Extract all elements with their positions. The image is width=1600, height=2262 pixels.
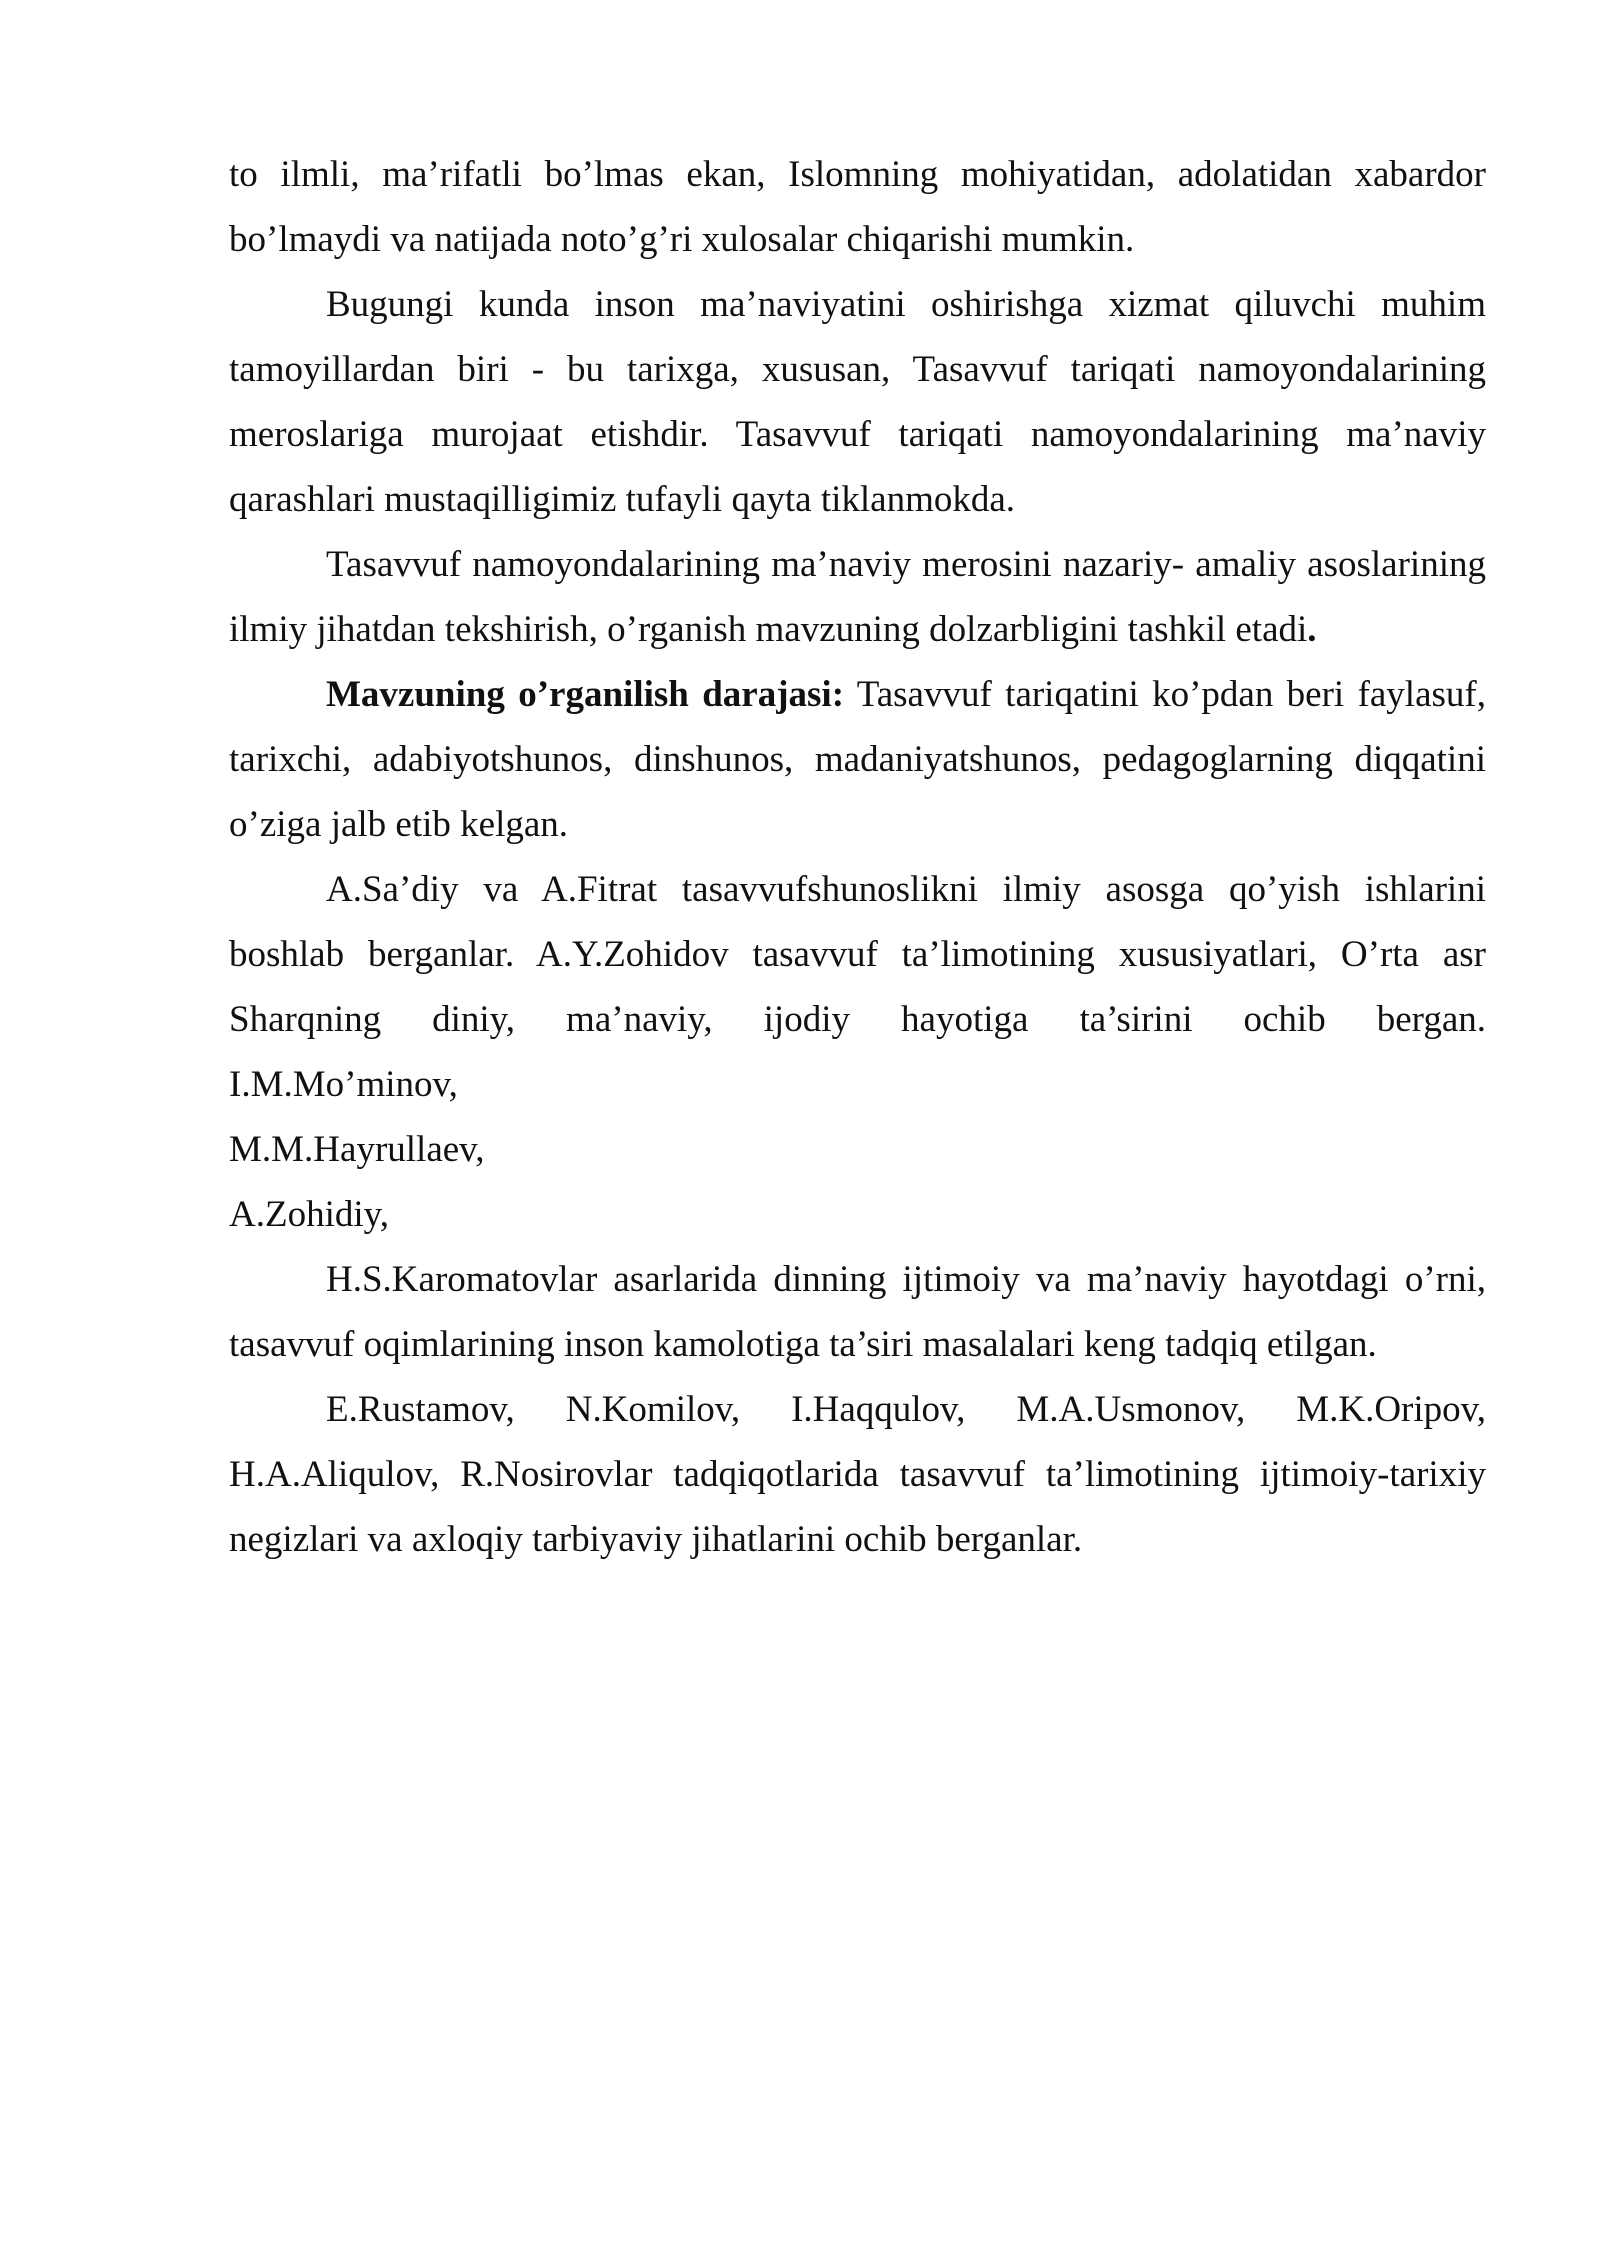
study-level-heading: Mavzuning o’rganilish darajasi:	[326, 674, 845, 715]
paragraph-karomatov: H.S.Karomatovlar asarlarida dinning ijtimoiy va ma’naviy hayotdagi o’rni, tasavvuf oqimlarining inson kamolotiga ta’siri masalalari keng tadqiq etilgan.	[229, 1259, 1486, 1365]
paragraph-researchers: E.Rustamov, N.Komilov, I.Haqqulov, M.A.Usmonov, M.K.Oripov, H.A.Aliqulov, R.Nosirovlar tadqiqotlarida tasavvuf ta’limotining ijtimoiy-tarixiy negizlari va axloqiy tarbiyaviy jihatlarini ochib berganlar.	[229, 1389, 1486, 1560]
scholar-name-2: M.M.Hayrullaev,	[229, 1129, 485, 1170]
paragraph-heritage-bold-period: .	[1307, 609, 1317, 650]
document-page	[229, 142, 1486, 1572]
paragraph-study-level	[229, 662, 1486, 857]
paragraph-continuation: to ilmli, ma’rifatli bo’lmas ekan, Islomning mohiyatidan, adolatidan xabardor bo’lmaydi va natijada noto’g’ri xulosalar chiqarishi mumkin.	[229, 154, 1486, 260]
paragraph-heritage	[229, 532, 1486, 662]
paragraph-heritage-text: Tasavvuf namoyondalarining ma’naviy merosini nazariy- amaliy asoslarining ilmiy jihatdan tekshirish, o’rganish mavzuning dolzarbligini tashkil etadi	[229, 544, 1486, 650]
paragraph-scholars: A.Sa’diy va A.Fitrat tasavvufshunoslikni ilmiy asosga qo’yish ishlarini boshlab berganlar. A.Y.Zohidov tasavvuf ta’limotining xususiyatlari, O’rta asr Sharqning diniy, ma’naviy, ijodiy hayotiga ta’sirini ochib bergan.	[229, 869, 1486, 1040]
paragraph-relevance: Bugungi kunda inson ma’naviyatini oshirishga xizmat qiluvchi muhim tamoyillardan biri - bu tarixga, xususan, Tasavvuf tariqati namoyondalarining meroslariga murojaat etishdir. Tasavvuf tariqati namoyondalarining ma’naviy qarashlari mustaqilligimiz tufayli qayta tiklanmokda.	[229, 284, 1486, 520]
scholar-name-1: I.M.Mo’minov,	[229, 1064, 458, 1105]
scholar-name-3: A.Zohidiy,	[229, 1194, 389, 1235]
study-level-text: Tasavvuf tariqatini ko’pdan beri faylasuf, tarixchi, adabiyotshunos, dinshunos, madaniyatshunos, pedagoglarning diqqatini o’ziga jalb etib kelgan.	[229, 674, 1486, 845]
